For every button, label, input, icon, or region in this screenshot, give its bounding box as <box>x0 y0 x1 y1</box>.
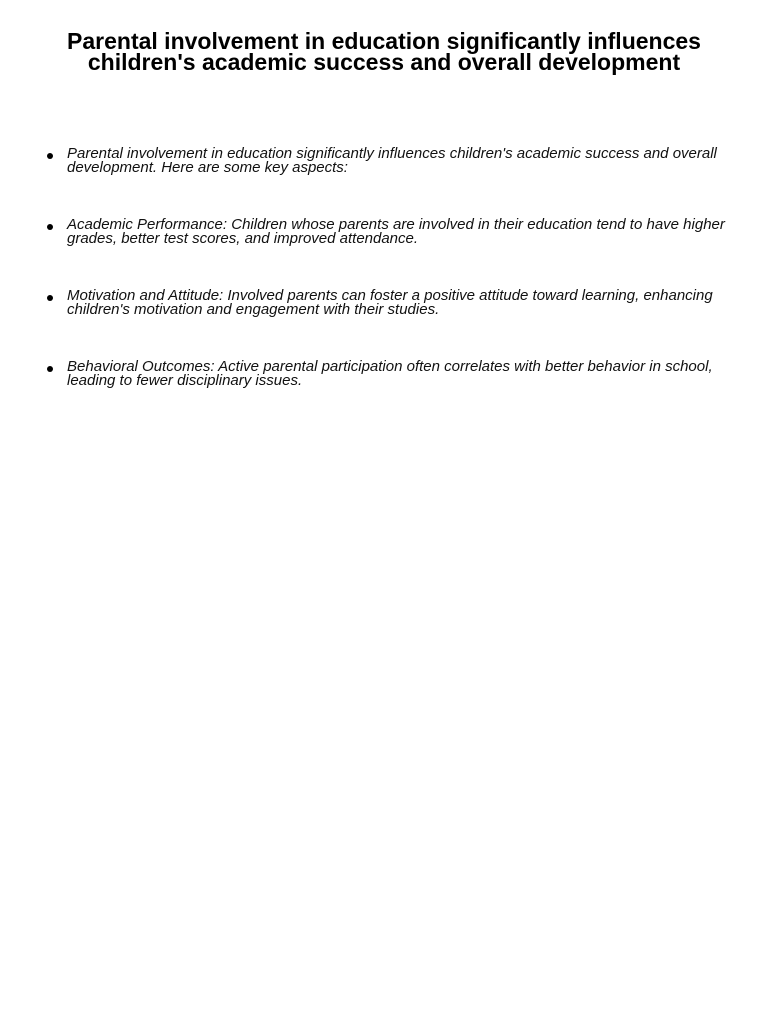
bullet-text: Motivation and Attitude: Involved parents can foster a positive attitude toward learning, enhancing children's motivation and engagement with their studies. <box>67 287 713 318</box>
bullet-text: Behavioral Outcomes: Active parental participation often correlates with better behavior in school, leading to fewer disciplinary issues. <box>67 358 713 389</box>
bullet-item <box>46 147 738 175</box>
document-title: Parental involvement in education significantly influences children's academic success and overall development <box>67 28 701 75</box>
bullet-point-icon <box>47 224 53 230</box>
bullet-item <box>46 218 738 246</box>
bullet-text: Parental involvement in education significantly influences children's academic success and overall development. Here are some key aspects: <box>67 145 717 176</box>
bullet-item <box>46 360 738 388</box>
bullet-point-icon <box>47 366 53 372</box>
bullet-item <box>46 289 738 317</box>
bullet-list <box>46 147 738 431</box>
bullet-point-icon <box>47 153 53 159</box>
bullet-text: Academic Performance: Children whose parents are involved in their education tend to have higher grades, better test scores, and improved attendance. <box>67 216 725 247</box>
bullet-point-icon <box>47 295 53 301</box>
